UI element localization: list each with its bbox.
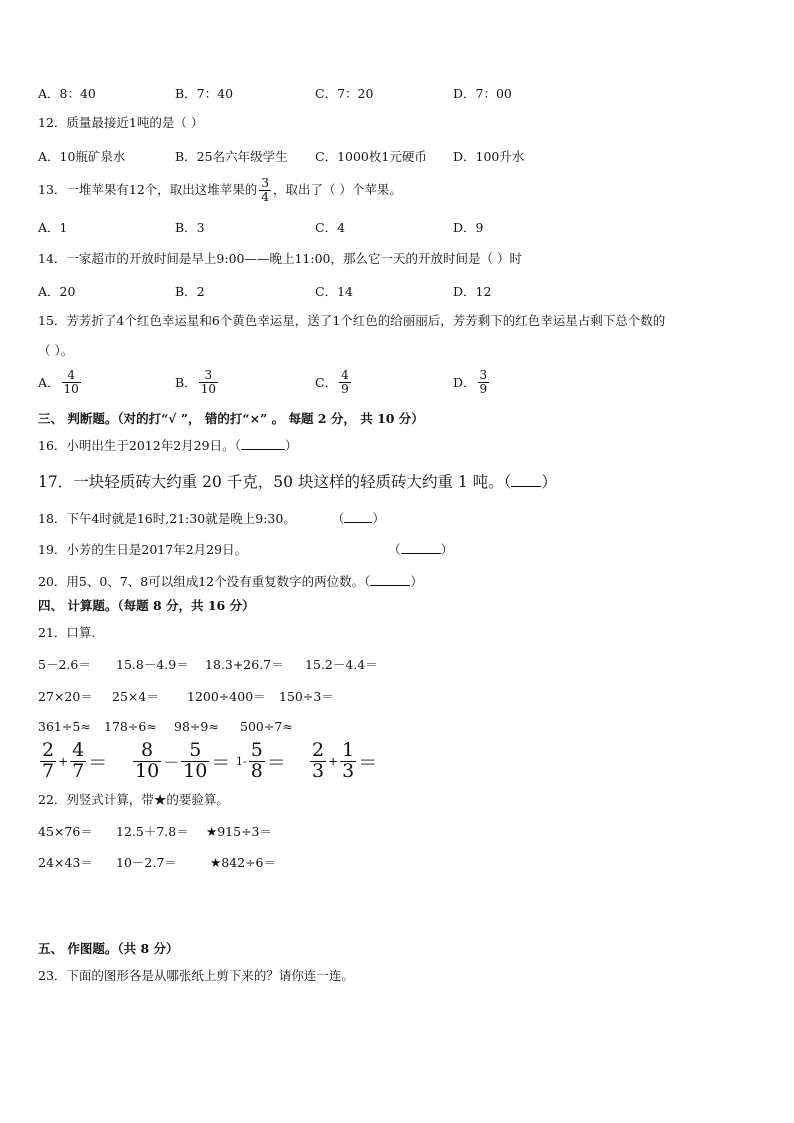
q15-option-a-letter: A． xyxy=(38,375,60,391)
q15-d-num: 3 xyxy=(479,368,488,382)
q13-stem-after: ，取出了（ ）个苹果。 xyxy=(272,182,402,197)
q21-e1-d1: 7 xyxy=(42,759,55,782)
q21-e4-n1: 2 xyxy=(312,739,325,761)
q15-option-c xyxy=(315,369,353,395)
q17-close: ） xyxy=(541,473,557,491)
q15-b-den: 10 xyxy=(200,381,216,396)
q15-a-den: 10 xyxy=(63,381,79,396)
q22-r1-c3: ★915÷3＝ xyxy=(206,824,272,839)
q17-answer-blank[interactable] xyxy=(511,474,541,487)
q21-r1-c1: 5－2.6＝ xyxy=(38,657,91,672)
q21-r4-e1 xyxy=(38,741,107,782)
q15-stem-line2: （ ）。 xyxy=(38,343,74,358)
q15-option-d xyxy=(453,369,491,395)
q21-e1-n1: 2 xyxy=(42,739,55,761)
q18-open: （ xyxy=(331,511,345,526)
q21-r1-c3: 18.3+26.7＝ xyxy=(205,657,284,672)
q21-e4-d1: 3 xyxy=(312,759,325,782)
q22-r2-c3: ★842÷6＝ xyxy=(210,855,276,870)
q18-answer-blank[interactable] xyxy=(344,510,372,523)
q21-e1-n2: 4 xyxy=(72,739,85,761)
q15-stem-line1: 15．芳芳折了4个红色幸运星和6个黄色幸运星，送了1个红色的给丽丽后，芳芳剩下的红色幸运星占剩下总个数的 xyxy=(38,313,666,328)
q20-answer-blank[interactable] xyxy=(370,573,410,586)
q21-r4-e4 xyxy=(308,741,377,782)
q12-option-d: D．100升水 xyxy=(453,149,525,164)
q21-e4-frac2 xyxy=(340,741,356,782)
q13-option-b: B．3 xyxy=(175,220,205,235)
q16-answer-blank[interactable] xyxy=(241,437,285,450)
q21-e2-n2: 5 xyxy=(189,739,202,761)
q18 xyxy=(38,510,385,527)
q13-stem-before: 13．一堆苹果有12个，取出这堆苹果的 xyxy=(38,182,258,197)
q15-c-den: 9 xyxy=(341,381,349,396)
q11-option-b: B．7：40 xyxy=(175,86,234,101)
q16 xyxy=(38,437,297,454)
q21-e2-frac2 xyxy=(181,741,209,782)
q18-close: ） xyxy=(372,511,385,526)
q15-option-c-fraction xyxy=(339,369,351,395)
q14-option-c: C．14 xyxy=(315,284,353,299)
section-3-title: 三、 判断题。（对的打“√ ”， 错的打“×” 。 每题 2 分， 共 10 分） xyxy=(38,411,424,426)
q21-r1-c4: 15.2－4.4＝ xyxy=(305,657,378,672)
q21-e3-d: 8 xyxy=(250,759,263,782)
q21-r2-c4: 150÷3＝ xyxy=(279,689,334,704)
q16-close: ） xyxy=(284,438,298,453)
q21-e4-d2: 3 xyxy=(342,759,355,782)
q21-r1-c2: 15.8－4.9＝ xyxy=(116,657,189,672)
q13-option-c: C．4 xyxy=(315,220,346,235)
q21-e2-d1: 10 xyxy=(135,759,160,782)
q17-text: 17．一块轻质砖大约重 20 千克，50 块这样的轻质砖大约重 1 吨。（ xyxy=(38,473,512,491)
q21-e3-pre: 1- xyxy=(236,754,247,768)
q21-r3-c4: 500÷7≈ xyxy=(240,719,293,734)
q13-option-a: A．1 xyxy=(38,220,68,235)
q20 xyxy=(38,573,423,590)
q21-e3-frac xyxy=(249,741,265,782)
q14-stem: 14．一家超市的开放时间是早上9:00——晚上11:00，那么它一天的开放时间是（ ）时 xyxy=(38,251,522,266)
q11-option-a: A．8：40 xyxy=(38,86,96,101)
q21-e4-frac1 xyxy=(310,741,326,782)
q21-e3-eq: ＝ xyxy=(266,751,286,774)
q12-option-a: A．10瓶矿泉水 xyxy=(38,149,126,164)
q21-e2-op: － xyxy=(163,752,180,772)
q15-option-d-letter: D． xyxy=(453,375,476,391)
section-4-title: 四、 计算题。（每题 8 分，共 16 分） xyxy=(38,598,255,613)
q14-option-d: D．12 xyxy=(453,284,492,299)
q21-e1-eq: ＝ xyxy=(88,751,108,774)
q21-r4-e2 xyxy=(131,741,230,782)
q21-r4-e3 xyxy=(236,741,286,782)
q15-option-b xyxy=(175,369,220,395)
q13-fraction xyxy=(259,177,271,203)
q12-option-b: B．25名六年级学生 xyxy=(175,149,288,164)
q15-a-num: 4 xyxy=(67,368,75,382)
q21-e2-frac1 xyxy=(133,741,161,782)
q22-title: 22．列竖式计算，带★的要验算。 xyxy=(38,792,229,807)
q15-c-num: 4 xyxy=(341,368,349,382)
q21-e4-eq: ＝ xyxy=(358,751,378,774)
q22-r1-c1: 45×76＝ xyxy=(38,824,93,839)
q19-text: 19．小芳的生日是2017年2月29日。 xyxy=(38,542,248,557)
q19-close: ） xyxy=(440,542,454,557)
q15-d-den: 9 xyxy=(479,381,488,396)
q13-option-d: D．9 xyxy=(453,220,484,235)
q14-option-b: B．2 xyxy=(175,284,205,299)
q23-stem: 23．下面的图形各是从哪张纸上剪下来的？请你连一连。 xyxy=(38,968,354,983)
q21-r2-c3: 1200÷400＝ xyxy=(187,689,266,704)
q15-option-b-letter: B． xyxy=(175,375,197,391)
q21-e1-op: + xyxy=(58,754,69,769)
q21-e1-d2: 7 xyxy=(72,759,85,782)
q15-option-b-fraction xyxy=(199,369,218,395)
q11-option-c: C．7：20 xyxy=(315,86,374,101)
q22-r1-c2: 12.5＋7.8＝ xyxy=(116,824,189,839)
q13-stem xyxy=(38,172,402,208)
q15-option-a-fraction xyxy=(62,369,81,395)
q16-text: 16．小明出生于2012年2月29日。（ xyxy=(38,438,241,453)
q21-e4-op: + xyxy=(328,754,339,769)
q21-r2-c2: 25×4＝ xyxy=(112,689,159,704)
q21-e2-eq: ＝ xyxy=(211,751,231,774)
section-5-title: 五、 作图题。（共 8 分） xyxy=(38,941,179,956)
q13-frac-den: 4 xyxy=(261,190,269,204)
q21-r3-c2: 178÷6≈ xyxy=(104,719,157,734)
q21-title: 21．口算. xyxy=(38,625,96,640)
q21-r2-c1: 27×20＝ xyxy=(38,689,93,704)
q20-close: ） xyxy=(410,574,423,589)
q11-option-d: D．7：00 xyxy=(453,86,512,101)
q15-option-d-fraction xyxy=(478,369,490,395)
q15-option-c-letter: C． xyxy=(315,375,338,391)
q21-e2-n1: 8 xyxy=(141,739,154,761)
q15-b-num: 3 xyxy=(204,368,213,382)
q21-e4-n2: 1 xyxy=(342,739,355,761)
q17 xyxy=(38,472,557,492)
q21-e1-frac2 xyxy=(70,741,86,782)
q22-r2-c2: 10－2.7＝ xyxy=(116,855,177,870)
q18-text: 18．下午4时就是16时,21:30就是晚上9:30。 xyxy=(38,511,296,526)
q19 xyxy=(38,541,453,558)
q21-r3-c3: 98÷9≈ xyxy=(174,719,219,734)
q21-e3-n: 5 xyxy=(250,739,263,761)
q12-option-c: C．1000枚1元硬币 xyxy=(315,149,427,164)
q14-option-a: A．20 xyxy=(38,284,76,299)
q15-option-a xyxy=(38,369,83,395)
q19-answer-blank[interactable] xyxy=(401,541,441,554)
q20-text: 20．用5、0、7、8可以组成12个没有重复数字的两位数。（ xyxy=(38,574,371,589)
q13-frac-num: 3 xyxy=(261,176,269,191)
q21-e1-frac1 xyxy=(40,741,56,782)
q22-r2-c1: 24×43＝ xyxy=(38,855,93,870)
q21-e2-d2: 10 xyxy=(183,759,208,782)
q19-open: （ xyxy=(388,542,401,557)
q12-stem: 12．质量最接近1吨的是（ ） xyxy=(38,115,204,130)
q21-r3-c1: 361÷5≈ xyxy=(38,719,91,734)
